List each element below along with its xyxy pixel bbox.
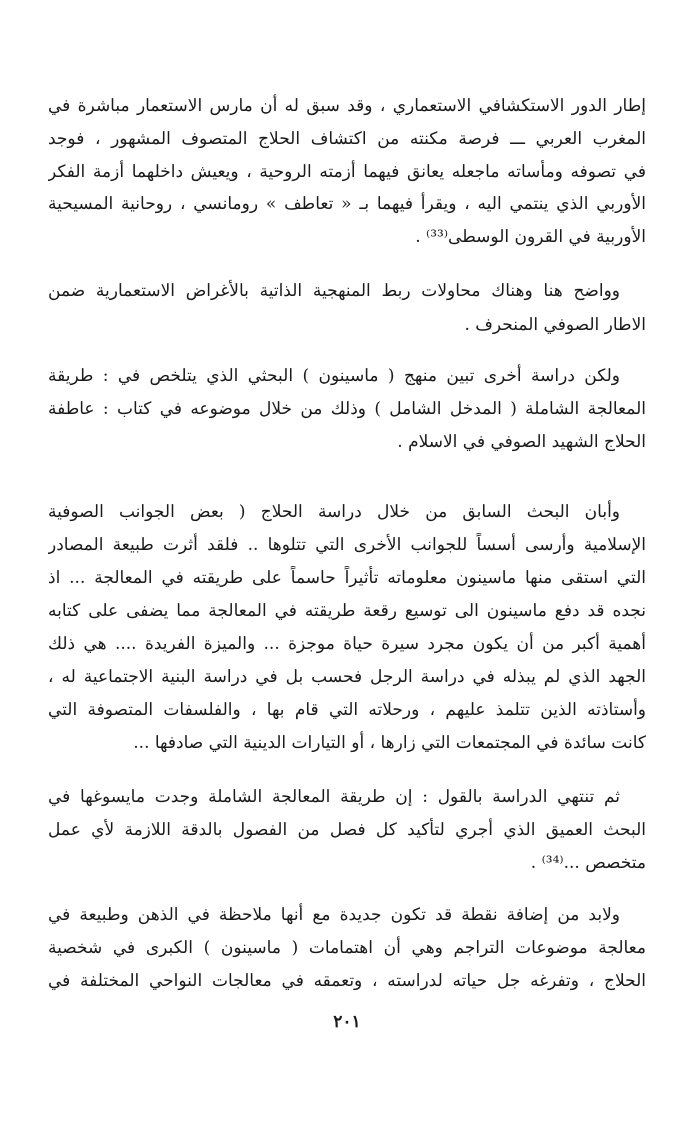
paragraph-line: ولكن دراسة أخرى تبين منهج ( ماسينون ) البحثي الذي يتلخص في : طريقة <box>48 366 620 386</box>
paragraph-line: معالجة موضوعات التراجم وهي أن اهتمامات ( ماسينون ) الكبرى في شخصية <box>48 938 646 958</box>
paragraph-line: المعالجة الشاملة ( المدخل الشامل ) وذلك من خلال موضوعه في كتاب : عاطفة <box>48 399 646 419</box>
paragraph-line: ولابد من إضافة نقطة قد تكون جديدة مع أنها ملاحظة في الذهن وطبيعة في <box>48 905 620 925</box>
page-number: ٢٠١ <box>333 1012 361 1032</box>
paragraph-line: كانت سائدة في المجتمعات التي زارها ، أو التيارات الدينية التي صادفها ... <box>133 733 646 753</box>
paragraph-line: الاطار الصوفي المنحرف . <box>464 315 646 335</box>
paragraph-line: في تصوفه ومأساته ماجعله يعانق فيهما أزمته الروحية ، ويعيش داخلهما أزمة الفكر <box>48 162 646 182</box>
paragraph-line: وأبان البحث السابق من خلال دراسة الحلاج ( بعض الجوانب الصوفية <box>48 502 620 522</box>
paragraph-line: الإسلامية وأرسى أسساً للجوانب الأخرى التي تتلوها .. فلقد أثرت طبيعة المصادر <box>48 535 646 555</box>
paragraph-line: إطار الدور الاستكشافي الاستعماري ، وقد سبق له أن مارس الاستعمار مباشرة في <box>48 96 646 116</box>
paragraph-line: ثم تنتهي الدراسة بالقول : إن طريقة المعالجة الشاملة وجدت مايسوغها في <box>48 787 620 807</box>
paragraph-line: البحث العميق الذي أجري لتأكيد كل فصل من الفصول بالدقة اللازمة لأي عمل <box>48 820 646 840</box>
paragraph-line: أهمية أكبر من أن يكون مجرد سيرة حياة موجزة ... والميزة الفريدة .... هي ذلك <box>48 634 646 654</box>
paragraph-line: نجده قد دفع ماسينون الى توسيع رقعة طريقته في المعالجة مما يضفى على كتابه <box>48 601 646 621</box>
paragraph-line: الجهد الذي لم يبذله في دراسة الرجل فحسب بل في دراسة البنية الاجتماعية له ، <box>48 667 646 687</box>
paragraph-line: الحلاج ، وتفرغه جل حياته لدراسته ، وتعمقه في معالجات النواحي المختلفة في <box>48 971 646 991</box>
paragraph-line: المغرب العربي ـــ فرصة مكنته من اكتشاف الحلاج المتصوف المشهور ، فوجد <box>48 129 646 149</box>
paragraph-line: وواضح هنا وهناك محاولات ربط المنهجية الذاتية بالأغراض الاستعمارية ضمن <box>48 281 620 301</box>
paragraph-line: الأوربية في القرون الوسطى⁽³³⁾ . <box>415 227 646 247</box>
paragraph-line: التي استقى منها ماسينون معلوماته تأثيراً حاسماً على طريقته في المعالجة ... اذ <box>48 568 646 588</box>
paragraph-line: الحلاج الشهيد الصوفي في الاسلام . <box>397 432 646 452</box>
paragraph-line: متخصص ...⁽³⁴⁾ . <box>530 853 646 873</box>
paragraph-line: وأستاذته الذين تتلمذ عليهم ، ورحلاته التي قام بها ، والفلسفات المتصوفة التي <box>48 700 646 720</box>
paragraph-line: الأوربي الذي ينتمي اليه ، ويقرأ فيهما بـ « تعاطف » رومانسي ، روحانية المسيحية <box>48 194 646 214</box>
